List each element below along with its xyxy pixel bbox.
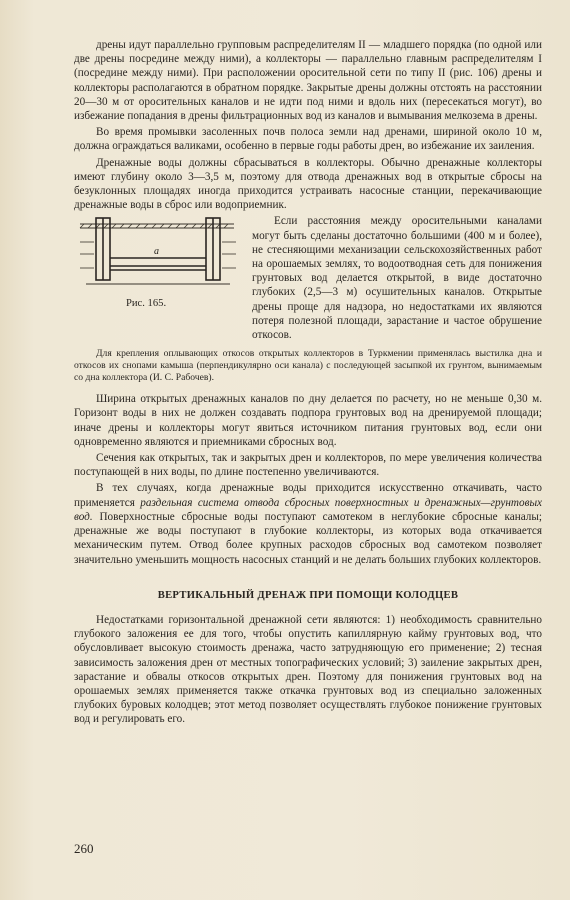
paragraph-6: Сечения как открытых, так и закрытых дрен и коллекторов, по мере увеличения количества поступающей в них воды, по длине постепенно увеличиваются. bbox=[74, 452, 542, 479]
paragraph-3: Дренажные воды должны сбрасываться в коллекторы. Обычно дренажные коллекторы имеют глубину около 3—3,5 м, поэтому для отвода дренажных вод в открытые сбросы на безуклонных площадях иногда приходится устраивать насосные станции, перекачивающие дренажные воды в сброс или водоприемник. bbox=[74, 156, 542, 212]
paragraph-5: Ширина открытых дренажных каналов по дну делается по расчету, но не меньше 0,30 м. Горизонт воды в них не должен создавать подпора грунтовых вод на дренируемой площади; иначе дрены и коллекторы могут явиться источником питания грунтовых вод, если они одновременно являются и приемниками сбросных вод. bbox=[74, 393, 542, 448]
paragraph-2: Во время промывки засоленных почв полоса земли над дренами, шириной около 10 м, должна ограждаться валиками, особенно в первые годы работы дрен, во избежание их заиления. bbox=[74, 126, 542, 153]
figure-165 bbox=[74, 214, 244, 340]
small-print-note: Для крепления оплывающих откосов открытых коллекторов в Туркмении применялась выстилка дна и откосов их снопами камыша (перпендикулярно оси канала) с последующей засыпкой их грунтом, вынимаемым со дна коллектора (И. С. Рабочев). bbox=[74, 348, 542, 384]
paragraph-7-emphasis: раздельная система отвода сбросных поверхностных и дренажных—грунтовых вод. bbox=[74, 496, 543, 523]
paragraph-8: Недостатками горизонтальной дренажной сети являются: 1) необходимость сравнительно глубокого заложения ее для того, чтобы опустить капиллярную кайму грунтовых вод, что обусловливает высокую стоимость дренажа, часто затрудняющую его применение; 2) тесная зависимость заложения дрен от местных топографических условий; 3) заиление закрытых дрен, зарастание и обвалы откосов открытых дрен. Поэтому для понижения грунтовых вод на орошаемых землях применяется также откачка грунтовых вод из специально заложенных глубоких буровых колодцев; этот метод позволяет осуществлять глубокое понижение грунтовых вод и регулировать его. bbox=[74, 613, 542, 726]
page-number: 260 bbox=[74, 841, 94, 856]
paragraph-1: дрены идут параллельно групповым распределителям II — младшего порядка (по одной или две дрены посредине между ними), а коллекторы — параллельно главным распределителям I (посредине между ними). При расположении оросительной сети по типу II (рис. 106) дрены и коллекторы располагаются в обратном порядке. Закрытые дрены должны отстоять на расстоянии 20—30 м от оросительных каналов и не идти под ними и вдоль них (пересекаться могут), во избежание попадания в дрены фильтрационных вод из каналов и вымывания мелкозема в дрены. bbox=[74, 39, 542, 123]
paragraph-7-start: В тех случаях, когда дренажные воды приходится искусственно откачивать, часто применяется bbox=[74, 482, 542, 509]
figure-label-a: а bbox=[154, 246, 159, 258]
paragraph-7-end: Поверхностные сбросные воды поступают самотеком в неглубокие сбросные каналы; дренажные же воды поступают в глубокие коллекторы, из которых вода откачивается механическим путем. Отвод более крупных расходов сбросных вод самотеком позволяет значительно уменьшить мощность насосных станций и не делать больших глубоких коллекторов. bbox=[74, 510, 542, 566]
figure-caption: Рис. 165. bbox=[126, 298, 167, 310]
text-column bbox=[74, 38, 542, 729]
section-heading: ВЕРТИКАЛЬНЫЙ ДРЕНАЖ ПРИ ПОМОЩИ КОЛОДЦЕВ bbox=[157, 589, 459, 601]
paragraph-7 bbox=[74, 481, 542, 566]
drain-cross-section-diagram bbox=[76, 214, 240, 294]
paragraph-4: Если расстояния между оросительными каналами могут быть сделаны достаточно большими (400 м и более), не стесняющими механизации сельскохозяйственных работ на орошаемых землях, то водоотводная сеть для понижения грунтовых вод делается открытой, в виде достаточно глубоких (2,5—3 м) осушительных каналов. Открытые дрены проще для надзора, но недостатками их являются потеря полезной площади, зарастание и частое обрушение откосов. bbox=[252, 215, 542, 342]
